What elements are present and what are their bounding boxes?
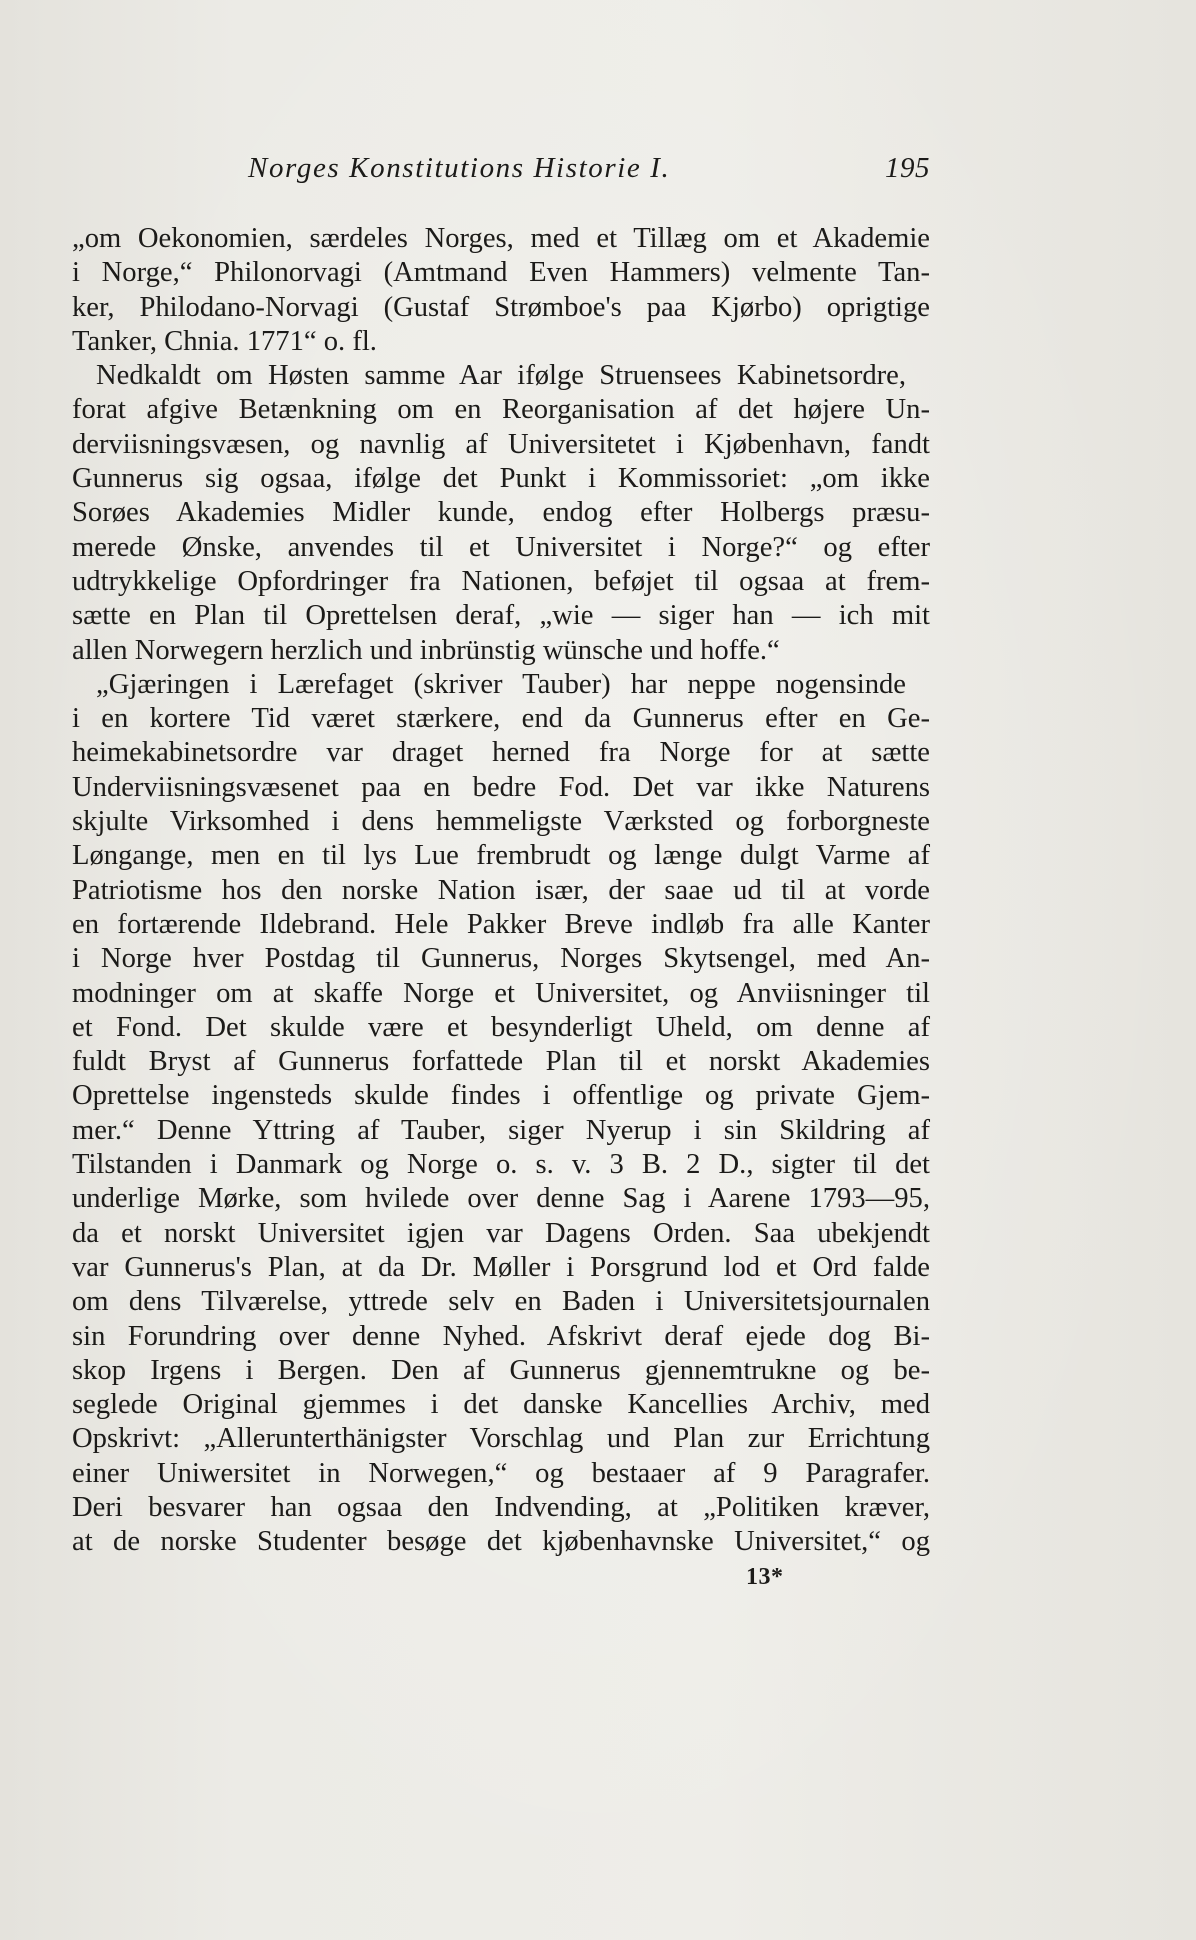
text-line-content: sætte en Plan til Oprettelsen deraf, „wie — siger han — ich mit — [72, 600, 930, 632]
text-line-content: i en kortere Tid været stærkere, end da Gunnerus efter en Ge- — [72, 703, 930, 735]
text-line-content: einer Uniwersitet in Norwegen,“ og bestaaer af 9 Paragrafer. — [72, 1457, 930, 1489]
text-line-content: allen Norwegern herzlich und inbrünstig wünsche und hoffe.“ — [72, 634, 780, 666]
text-line-content: Patriotisme hos den norske Nation især, der saae ud til at vorde — [72, 874, 930, 906]
text-line — [72, 1251, 930, 1285]
body-text — [72, 222, 930, 1560]
text-line — [72, 668, 930, 702]
page-number: 195 — [885, 152, 930, 184]
text-line-content: udtrykkelige Opfordringer fra Nationen, beføjet til ogsaa at frem- — [72, 565, 930, 597]
text-line-content: Tilstanden i Danmark og Norge o. s. v. 3 B. 2 D., sigter til det — [72, 1149, 930, 1181]
text-line — [72, 1079, 930, 1113]
text-line — [72, 256, 930, 290]
text-line-content: Sorøes Akademies Midler kunde, endog efter Holbergs præsu- — [72, 497, 930, 529]
text-line — [72, 977, 930, 1011]
text-line-content: skop Irgens i Bergen. Den af Gunnerus gjennemtrukne og be- — [72, 1354, 930, 1386]
text-line — [72, 1457, 930, 1491]
text-line — [72, 531, 930, 565]
text-line — [72, 634, 930, 668]
text-line — [72, 874, 930, 908]
text-line — [72, 942, 930, 976]
text-line-content: om dens Tilværelse, yttrede selv en Baden i Universitetsjournalen — [72, 1286, 930, 1318]
text-line — [72, 1422, 930, 1456]
text-line-content: var Gunnerus's Plan, at da Dr. Møller i Porsgrund lod et Ord falde — [72, 1251, 930, 1283]
text-line-content: en fortærende Ildebrand. Hele Pakker Breve indløb fra alle Kanter — [72, 908, 930, 940]
text-line — [72, 771, 930, 805]
text-line-content: Deri besvarer han ogsaa den Indvending, at „Politiken kræver, — [72, 1491, 930, 1523]
text-line — [72, 805, 930, 839]
text-line — [72, 1182, 930, 1216]
text-line-content: et Fond. Det skulde være et besynderligt Uheld, om denne af — [72, 1011, 930, 1043]
text-line-content: fuldt Bryst af Gunnerus forfattede Plan til et norskt Akademies — [72, 1046, 930, 1078]
text-line — [72, 359, 930, 393]
text-line — [72, 1045, 930, 1079]
text-line-content: Oprettelse ingensteds skulde findes i offentlige og private Gjem- — [72, 1080, 930, 1112]
text-line — [72, 1491, 930, 1525]
text-line-content: skjulte Virksomhed i dens hemmeligste Værksted og forborgneste — [72, 806, 930, 838]
signature-mark: 13* — [746, 1564, 784, 1590]
text-line-content: forat afgive Betænkning om en Reorganisation af det højere Un- — [72, 394, 930, 426]
text-line — [72, 839, 930, 873]
text-line-content: at de norske Studenter besøge det kjøbenhavnske Universitet,“ og — [72, 1526, 930, 1558]
text-line — [72, 1285, 930, 1319]
text-line-content: i Norge hver Postdag til Gunnerus, Norges Skytsengel, med An- — [72, 943, 930, 975]
text-line-content: sin Forundring over denne Nyhed. Afskrivt deraf ejede dog Bi- — [72, 1320, 930, 1352]
text-line-content: seglede Original gjemmes i det danske Kancellies Archiv, med — [72, 1389, 930, 1421]
text-line — [72, 291, 930, 325]
text-line — [72, 222, 930, 256]
text-line-content: i Norge,“ Philonorvagi (Amtmand Even Hammers) velmente Tan- — [72, 257, 930, 289]
text-line-content: mer.“ Denne Yttring af Tauber, siger Nyerup i sin Skildring af — [72, 1114, 930, 1146]
text-line-content: modninger om at skaffe Norge et Universitet, og Anviisninger til — [72, 977, 930, 1009]
text-line-content: „om Oekonomien, særdeles Norges, med et Tillæg om et Akademie — [72, 223, 930, 254]
text-line — [72, 1114, 930, 1148]
text-line-content: „Gjæringen i Lærefaget (skriver Tauber) har neppe nogensinde — [96, 668, 906, 700]
text-line-content: da et norskt Universitet igjen var Dagens Orden. Saa ubekjendt — [72, 1217, 930, 1249]
text-line-content: Opskrivt: „Allerunterthänigster Vorschlag und Plan zur Errichtung — [72, 1423, 930, 1455]
text-line — [72, 325, 930, 359]
text-line — [72, 908, 930, 942]
text-line — [72, 599, 930, 633]
text-line-content: ker, Philodano-Norvagi (Gustaf Strømboe's paa Kjørbo) oprigtige — [72, 291, 930, 323]
text-line — [72, 496, 930, 530]
text-line — [72, 1217, 930, 1251]
text-line — [72, 1354, 930, 1388]
text-line — [72, 462, 930, 496]
text-line-content: Underviisningsvæsenet paa en bedre Fod. Det var ikke Naturens — [72, 771, 930, 803]
text-line — [72, 1388, 930, 1422]
text-line — [72, 1148, 930, 1182]
text-line — [72, 1011, 930, 1045]
running-header — [248, 152, 930, 192]
text-line-content: Nedkaldt om Høsten samme Aar ifølge Struensees Kabinetsordre, — [96, 360, 906, 392]
text-line-content: merede Ønske, anvendes til et Universitet i Norge?“ og efter — [72, 531, 930, 563]
text-line-content: Løngange, men en til lys Lue frembrudt og længe dulgt Varme af — [72, 840, 930, 872]
text-line-content: Tanker, Chnia. 1771“ o. fl. — [72, 325, 377, 357]
text-line-content: Gunnerus sig ogsaa, ifølge det Punkt i Kommissoriet: „om ikke — [72, 463, 930, 495]
text-line — [72, 565, 930, 599]
text-line — [72, 736, 930, 770]
text-line — [72, 1525, 930, 1559]
text-line — [72, 393, 930, 427]
text-line — [72, 702, 930, 736]
text-line-content: heimekabinetsordre var draget herned fra Norge for at sætte — [72, 737, 930, 769]
text-line — [72, 1320, 930, 1354]
text-line-content: underlige Mørke, som hvilede over denne Sag i Aarene 1793—95, — [72, 1183, 930, 1215]
text-line-content: derviisningsvæsen, og navnlig af Universitetet i Kjøbenhavn, fandt — [72, 428, 930, 460]
running-title: Norges Konstitutions Historie I. — [248, 152, 671, 184]
text-line — [72, 428, 930, 462]
